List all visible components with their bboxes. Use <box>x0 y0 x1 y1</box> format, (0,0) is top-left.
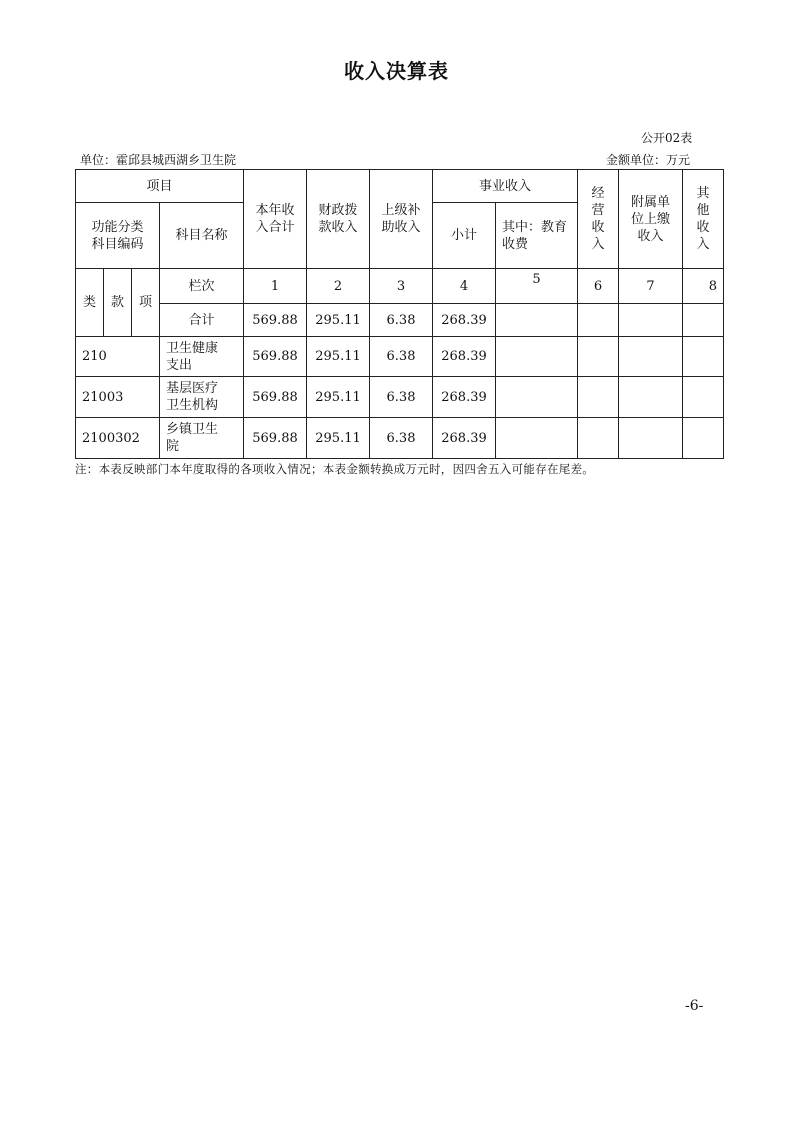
header-lanci: 栏次 <box>160 269 244 304</box>
row-superior: 6.38 <box>370 377 433 418</box>
row-subtotal: 268.39 <box>433 377 496 418</box>
row-code: 21003 <box>76 377 160 418</box>
col-number: 6 <box>578 269 619 304</box>
header-education: 其中：教育 收费 <box>496 203 578 269</box>
form-number: 公开02表 <box>641 131 693 145</box>
table-row <box>76 377 724 418</box>
header-other: 其 他 收 入 <box>683 170 724 269</box>
col-number: 4 <box>433 269 496 304</box>
header-fiscal: 财政拨 款收入 <box>307 170 370 269</box>
col-number: 5 <box>496 269 578 304</box>
page-number: -6- <box>685 998 704 1014</box>
total-amount: 569.88 <box>244 304 307 337</box>
row-superior: 6.38 <box>370 418 433 459</box>
total-fiscal: 295.11 <box>307 304 370 337</box>
header-kuan: 款 <box>104 269 132 337</box>
row-name: 基层医疗 卫生机构 <box>160 377 244 418</box>
row-fiscal: 295.11 <box>307 377 370 418</box>
row-fiscal: 295.11 <box>307 418 370 459</box>
row-code: 2100302 <box>76 418 160 459</box>
row-subtotal: 268.39 <box>433 337 496 377</box>
amount-unit: 金额单位：万元 <box>606 153 691 167</box>
header-affiliated: 附属单 位上缴 收入 <box>619 170 683 269</box>
header-func-code: 功能分类 科目编码 <box>76 203 160 269</box>
unit-label: 单位：霍邱县城西湖乡卫生院 <box>80 153 237 167</box>
header-subject-name: 科目名称 <box>160 203 244 269</box>
footnote: 注：本表反映部门本年度取得的各项收入情况；本表金额转换成万元时，因四舍五入可能存在尾差。 <box>75 462 595 476</box>
table-row <box>76 337 724 377</box>
header-subtotal: 小计 <box>433 203 496 269</box>
row-name: 卫生健康 支出 <box>160 337 244 377</box>
page-title: 收入决算表 <box>344 59 449 83</box>
header-xiang: 项 <box>132 269 160 337</box>
row-fiscal: 295.11 <box>307 337 370 377</box>
row-code: 210 <box>76 337 160 377</box>
col-number: 7 <box>619 269 683 304</box>
row-total: 569.88 <box>244 418 307 459</box>
header-lei: 类 <box>76 269 104 337</box>
row-name: 乡镇卫生 院 <box>160 418 244 459</box>
header-total: 本年收 入合计 <box>244 170 307 269</box>
header-business: 事业收入 <box>433 170 578 203</box>
header-operating: 经 营 收 入 <box>578 170 619 269</box>
row-subtotal: 268.39 <box>433 418 496 459</box>
row-total: 569.88 <box>244 377 307 418</box>
total-label: 合计 <box>160 304 244 337</box>
row-superior: 6.38 <box>370 337 433 377</box>
col-number: 2 <box>307 269 370 304</box>
total-superior: 6.38 <box>370 304 433 337</box>
total-subtotal: 268.39 <box>433 304 496 337</box>
header-superior: 上级补 助收入 <box>370 170 433 269</box>
table-row <box>76 418 724 459</box>
row-total: 569.88 <box>244 337 307 377</box>
col-number: 1 <box>244 269 307 304</box>
col-number: 3 <box>370 269 433 304</box>
col-number: 8 <box>683 269 724 304</box>
income-table <box>75 169 724 459</box>
header-item: 项目 <box>76 170 244 203</box>
